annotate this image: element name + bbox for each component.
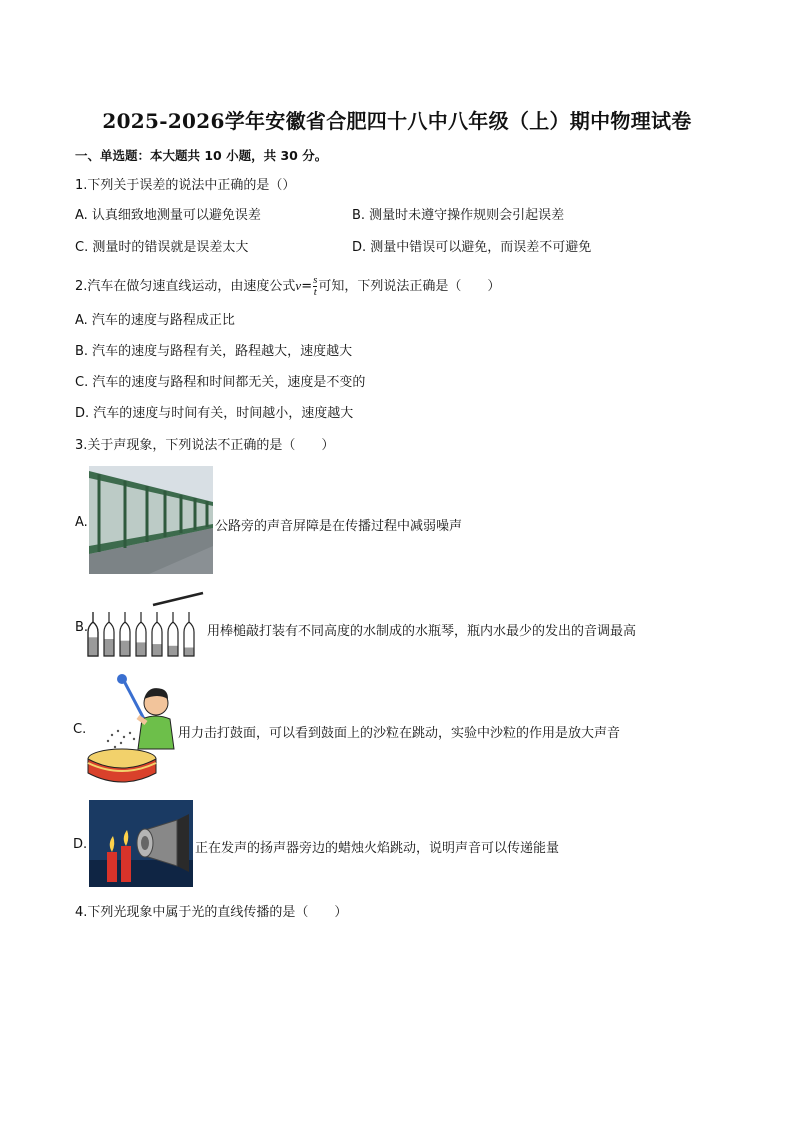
q3-option-d-text: 正在发声的扬声器旁边的蜡烛火焰跳动，说明声音可以传递能量	[195, 841, 560, 856]
bottle-water	[136, 642, 146, 656]
q3-option-a-text: 公路旁的声音屏障是在传播过程中减弱噪声	[215, 519, 463, 534]
q3-option-b-label: B.	[75, 620, 89, 635]
bottle-water	[104, 639, 114, 656]
q2-stem-pre: 2.汽车在做匀速直线运动，由速度公式	[75, 279, 296, 294]
q1-option-c: C. 测量时的错误就是误差太大	[75, 240, 249, 255]
bottle-water	[168, 646, 178, 656]
q3-stem: 3.关于声现象，下列说法不正确的是（ ）	[75, 438, 335, 453]
q2-formula-fraction	[313, 275, 317, 298]
speaker-candles-image	[89, 800, 193, 887]
q1-option-d: D. 测量中错误可以避免，而误差不可避免	[352, 240, 592, 255]
q4-stem: 4.下列光现象中属于光的直线传播的是（ ）	[75, 905, 348, 920]
q1-option-b: B. 测量时未遵守操作规则会引起误差	[352, 208, 565, 223]
section-heading: 一、单选题：本大题共 10 小题，共 30 分。	[75, 148, 328, 163]
q3-option-a-label: A.	[75, 515, 88, 530]
drum-boy-image	[86, 673, 178, 785]
bottle-water	[120, 641, 130, 656]
q3-option-d-label: D.	[73, 837, 88, 852]
sound-barrier-image	[89, 466, 213, 574]
q2-stem-post: 可知，下列说法正确是（ ）	[318, 279, 501, 294]
q2-formula-den: t	[313, 286, 317, 298]
page-title: 2025-2026学年安徽省合肥四十八中八年级（上）期中物理试卷	[102, 109, 692, 133]
q1-option-a: A. 认真细致地测量可以避免误差	[75, 208, 261, 223]
q1-stem: 1.下列关于误差的说法中正确的是（）	[75, 178, 296, 193]
q2-option-d: D. 汽车的速度与时间有关，时间越小，速度越大	[75, 406, 354, 421]
q2-option-c: C. 汽车的速度与路程和时间都无关，速度是不变的	[75, 375, 366, 390]
q2-formula-eq: =	[301, 279, 313, 294]
bottle-water	[88, 637, 98, 656]
q3-option-c-text: 用力击打鼓面，可以看到鼓面上的沙粒在跳动，实验中沙粒的作用是放大声音	[178, 726, 621, 741]
q2-stem	[75, 275, 500, 298]
bottle-water	[152, 644, 162, 656]
q2-formula-v: v	[295, 278, 302, 293]
water-bottles-image	[87, 590, 207, 660]
q3-option-b-text: 用棒槌敲打装有不同高度的水制成的水瓶琴，瓶内水最少的发出的音调最高	[207, 624, 637, 639]
q2-formula-num: s	[313, 274, 318, 286]
q3-option-c-label: C.	[73, 722, 87, 737]
q2-option-a: A. 汽车的速度与路程成正比	[75, 313, 235, 328]
q2-option-b: B. 汽车的速度与路程有关，路程越大，速度越大	[75, 344, 353, 359]
bottle-water	[184, 648, 194, 657]
